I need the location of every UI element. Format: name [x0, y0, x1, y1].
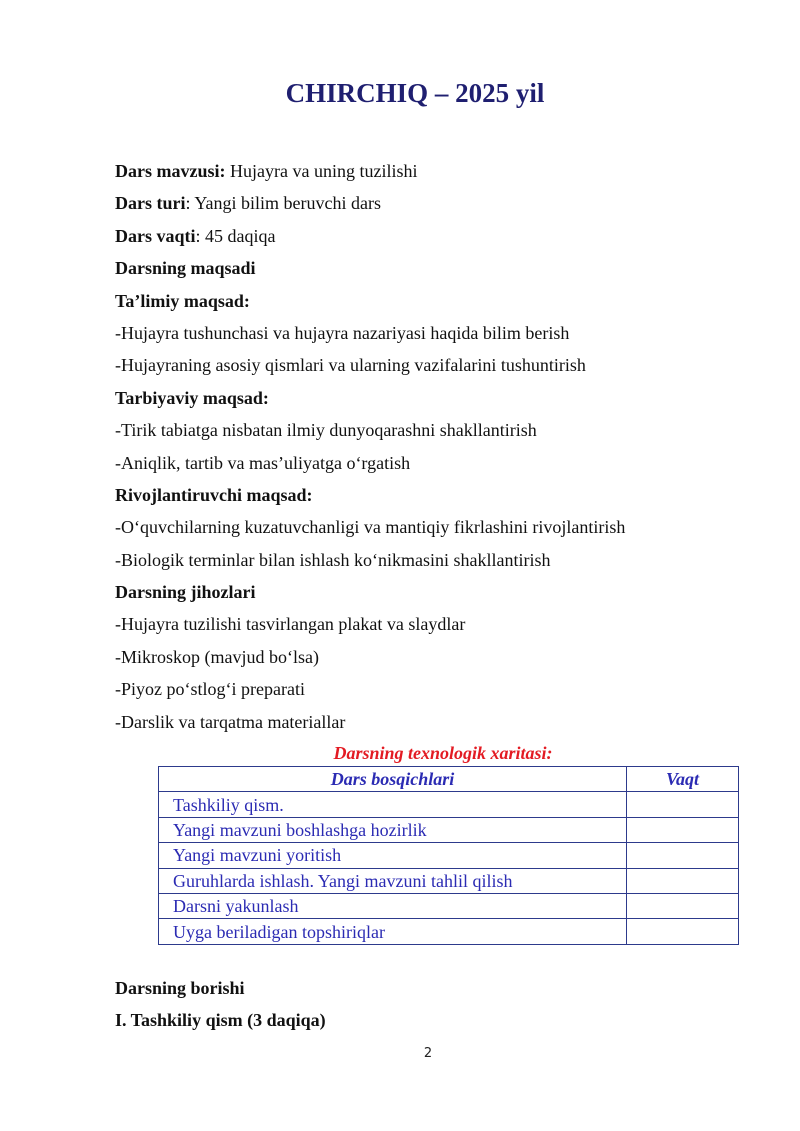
lesson-progress	[115, 972, 775, 1037]
lesson-type-value: : Yangi bilim beruvchi dars	[185, 193, 381, 214]
lesson-topic-label: Dars mavzusi:	[115, 161, 226, 181]
equipment-heading: Darsning jihozlari	[115, 582, 256, 603]
time-cell	[627, 919, 739, 944]
tech-map-table	[158, 766, 739, 945]
page-number: 2	[423, 1046, 433, 1061]
list-item: -Aniqlik, tartib va mas’uliyatga o‘rgatish	[115, 452, 411, 473]
progress-heading: Darsning borishi	[115, 978, 245, 998]
list-item: -Mikroskop (mavjud bo‘lsa)	[115, 646, 319, 667]
stage-cell: Darsni yakunlash	[159, 893, 627, 918]
stage-cell: Yangi mavzuni yoritish	[159, 843, 627, 868]
column-header-stages: Dars bosqichlari	[159, 767, 627, 792]
lesson-topic	[115, 155, 775, 187]
tech-map-title: Darsning texnologik xaritasi:	[333, 743, 553, 763]
time-cell	[627, 868, 739, 893]
time-cell	[627, 792, 739, 817]
time-cell	[627, 843, 739, 868]
developmental-goal-heading: Rivojlantiruvchi maqsad:	[115, 484, 313, 505]
list-item: -Hujayraning asosiy qismlari va ularning vazifalarini tushuntirish	[115, 355, 586, 376]
table-row	[159, 792, 739, 817]
lesson-plan-body	[115, 155, 775, 738]
lesson-type-label: Dars turi	[115, 193, 186, 214]
educational-goal-heading: Ta’limiy maqsad:	[115, 290, 250, 311]
table-row	[159, 843, 739, 868]
table-row	[159, 893, 739, 918]
list-item: -Tirik tabiatga nisbatan ilmiy dunyoqarashni shakllantirish	[115, 420, 537, 441]
time-cell	[627, 893, 739, 918]
lesson-time-value: : 45 daqiqa	[195, 225, 276, 246]
list-item: -O‘quvchilarning kuzatuvchanligi va mantiqiy fikrlashini rivojlantirish	[115, 517, 626, 538]
lesson-type	[115, 187, 775, 219]
section-heading: I. Tashkiliy qism (3 daqiqa)	[115, 1010, 326, 1031]
stage-cell: Yangi mavzuni boshlashga hozirlik	[159, 817, 627, 842]
table-row	[159, 868, 739, 893]
goals-heading: Darsning maqsadi	[115, 258, 256, 279]
time-cell	[627, 817, 739, 842]
list-item: -Biologik terminlar bilan ishlash ko‘nikmasini shakllantirish	[115, 549, 551, 570]
column-header-time: Vaqt	[627, 767, 739, 792]
stage-cell: Guruhlarda ishlash. Yangi mavzuni tahlil qilish	[159, 868, 627, 893]
list-item: -Darslik va tarqatma materiallar	[115, 711, 346, 732]
list-item: -Hujayra tushunchasi va hujayra nazariyasi haqida bilim berish	[115, 322, 570, 343]
list-item: -Hujayra tuzilishi tasvirlangan plakat va slaydlar	[115, 614, 466, 635]
page-title: CHIRCHIQ – 2025 yil	[285, 78, 545, 108]
table-row	[159, 817, 739, 842]
lesson-topic-value: Hujayra va uning tuzilishi	[225, 161, 418, 181]
list-item: -Piyoz po‘stlog‘i preparati	[115, 679, 305, 700]
table-row	[159, 919, 739, 944]
table-header-row	[159, 767, 739, 792]
stage-cell: Uyga beriladigan topshiriqlar	[159, 919, 627, 944]
lesson-time-label: Dars vaqti	[115, 225, 196, 246]
stage-cell: Tashkiliy qism.	[159, 792, 627, 817]
upbringing-goal-heading: Tarbiyaviy maqsad:	[115, 387, 269, 408]
lesson-time	[115, 220, 775, 252]
